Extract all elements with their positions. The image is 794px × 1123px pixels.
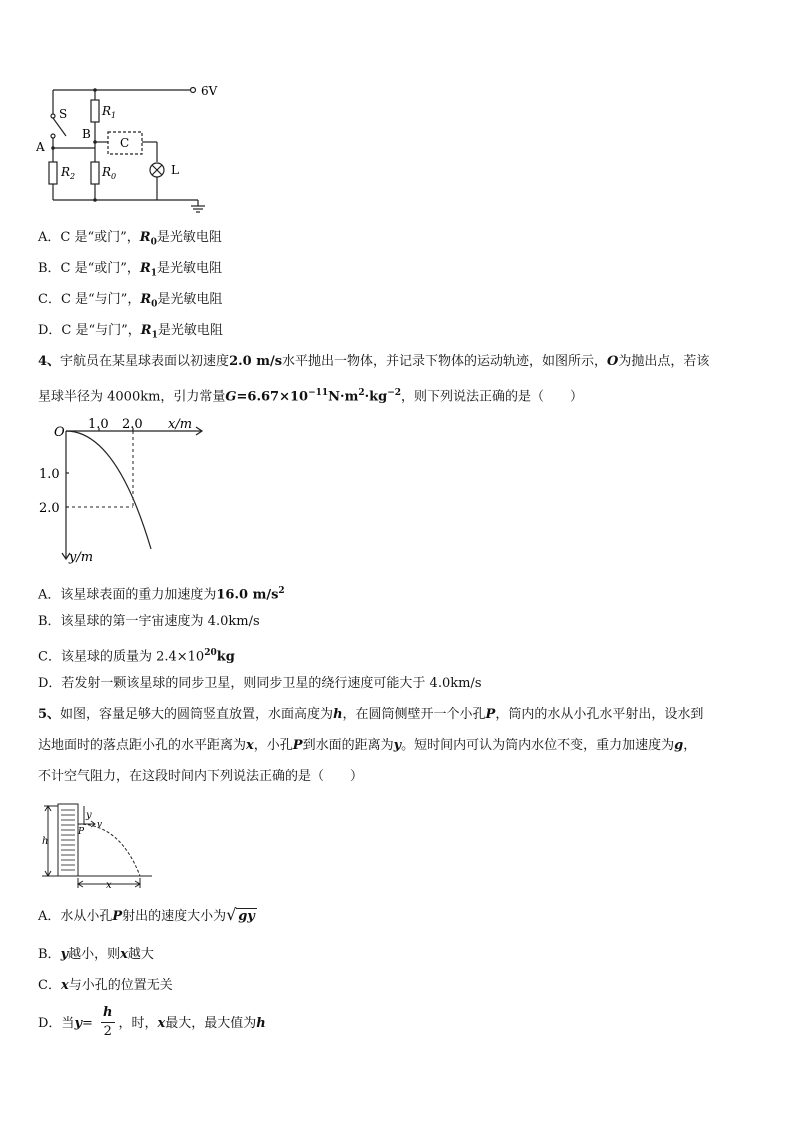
voltage-label: 6V (201, 84, 218, 98)
q5-stem-line3: 不计空气阻力，在这段时间内下列说法正确的是（ ） (38, 769, 364, 784)
gate-label: C (120, 136, 130, 150)
y-axis-label: y/m (69, 550, 94, 565)
lamp-label: L (171, 163, 179, 177)
q4-stem-line1: 4、宇航员在某星球表面以初速度2.0 m/s水平抛出一物体，并记录下物体的运动轨迹，如图所示，O为抛出点，若该 (38, 354, 710, 369)
q5-option-a: A．水从小孔P射出的速度大小为 √ gy (38, 905, 255, 924)
fig-y-label: y (86, 810, 92, 821)
q5-option-c: C．x与小孔的位置无关 (38, 978, 173, 993)
node-b-label: B (82, 127, 91, 141)
trajectory-graph (36, 416, 226, 566)
sqrt-expression: √ gy (226, 905, 255, 924)
q5-stem-line2: 达地面时的落点距小孔的水平距离为x，小孔P到水面的距离为y。短时间内可认为筒内水位不变，重力加速度为g， (38, 738, 697, 753)
switch-label: S (59, 107, 68, 121)
q4-option-a: A．该星球表面的重力加速度为16.0 $m/s^2$ (38, 586, 285, 603)
q4-option-c: C．该星球的质量为 $2.4\times 10^{20}kg$ (38, 648, 235, 665)
circuit-diagram (30, 78, 230, 218)
q4-option-d: D．若发射一颗该星球的同步卫星，则同步卫星的绕行速度可能大于 4.0km/s (38, 676, 482, 691)
q3-option-c: C．C 是“与门”，$R_0$是光敏电阻 (38, 292, 223, 310)
fraction-h-over-2: $\frac{h}{2}$ (103, 1005, 113, 1039)
q3-option-b: B．C 是“或门”，$R_1$是光敏电阻 (38, 261, 223, 279)
origin-label: O (54, 425, 65, 440)
fig-p-label: P (78, 827, 85, 837)
x-tick-1: 1.0 (88, 417, 109, 432)
q5-stem-line1: 5、如图，容量足够大的圆筒竖直放置，水面高度为h，在圆筒侧壁开一个小孔P，筒内的水从小孔水平射出，设水到 (38, 707, 704, 722)
node-a-label: A (36, 140, 45, 154)
q3-option-a: A．C 是“或门”，$R_0$是光敏电阻 (38, 230, 222, 248)
x-axis-label: x/m (168, 417, 193, 432)
q3-option-d: D．C 是“与门”，$R_1$是光敏电阻 (38, 323, 223, 341)
y-tick-1: 1.0 (39, 467, 60, 482)
x-tick-2: 2.0 (122, 417, 143, 432)
q5-option-d: D．当y= $\frac{h}{2}$ ，时，x最大，最大值为h (38, 1005, 266, 1039)
fig-v-label: v (97, 820, 103, 830)
r2-label: $R_2$ (61, 165, 76, 181)
q4-option-b: B．该星球的第一宇宙速度为 4.0km/s (38, 614, 260, 629)
cylinder-figure (40, 800, 160, 892)
y-tick-2: 2.0 (39, 501, 60, 516)
fig-h-label: h (42, 836, 49, 847)
r1-label: $R_1$ (102, 104, 117, 120)
q5-option-b: B．y越小，则x越大 (38, 947, 154, 962)
q4-stem-line2: 星球半径为 4000km，引力常量$G=6.67\times 10^{-11}N\cdot m^2\cdot kg^{-2}$，则下列说法正确的是（ ） (38, 388, 584, 405)
fig-x-label: x (106, 880, 112, 891)
r0-label: $R_0$ (102, 165, 117, 181)
